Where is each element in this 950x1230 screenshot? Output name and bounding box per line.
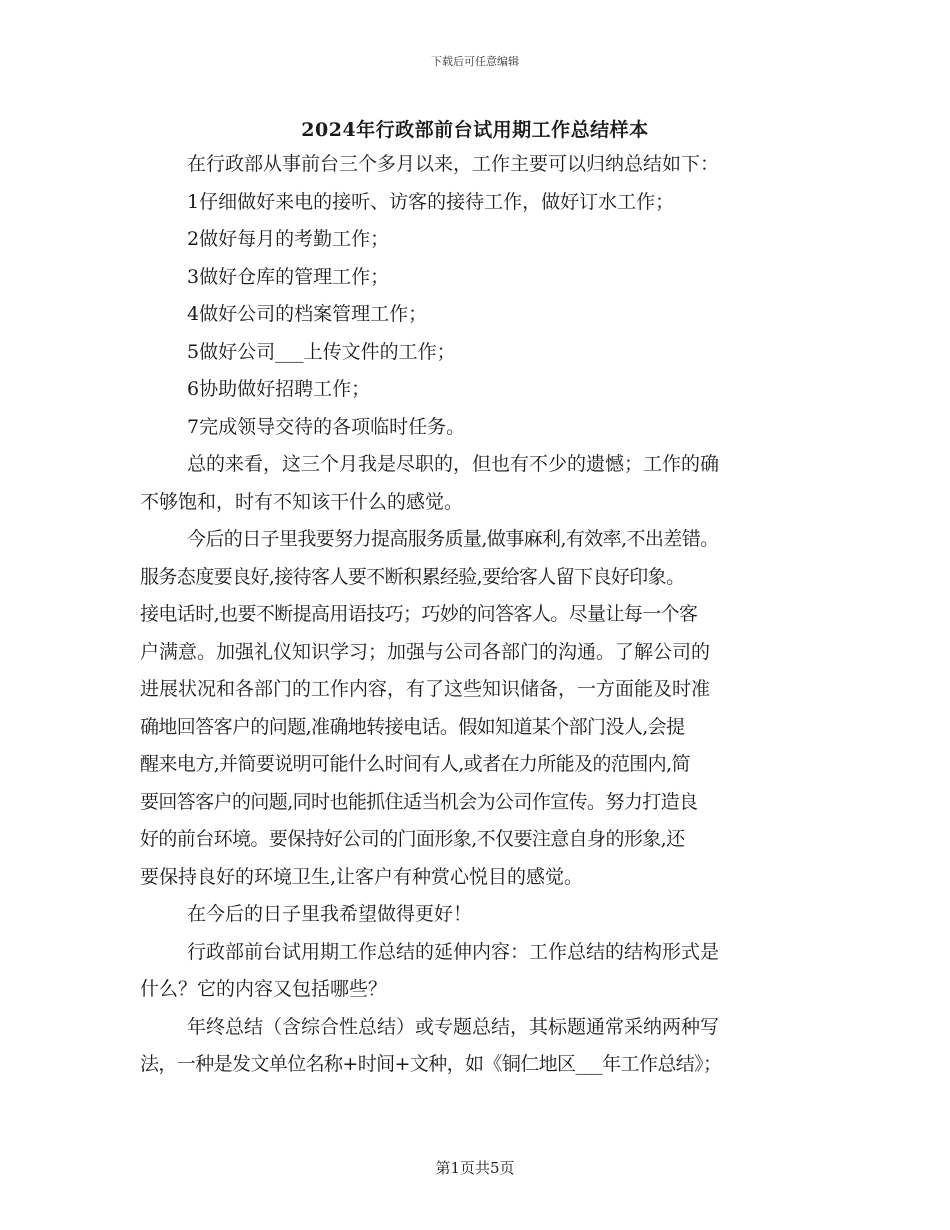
- text-line: 法，一种是发文单位名称+时间+文种，如《铜仁地区___年工作总结》；: [140, 1053, 722, 1075]
- text-line: 2做好每月的考勤工作；: [187, 228, 390, 250]
- text-line: 要回答客户的问题,同时也能抓住适当机会为公司作宣传。努力打造良: [140, 790, 698, 813]
- text-line: 进展状况和各部门的工作内容，有了这些知识储备，一方面能及时准: [140, 678, 711, 700]
- text-line: 4做好公司的档案管理工作；: [187, 303, 428, 325]
- text-line: 行政部前台试用期工作总结的延伸内容：工作总结的结构形式是: [187, 940, 720, 963]
- text-line: 在行政部从事前台三个多月以来，工作主要可以归纳总结如下：: [187, 153, 720, 175]
- document-body: [140, 146, 830, 1084]
- text-line: 7完成领导交待的各项临时任务。: [187, 415, 466, 438]
- text-line: 好的前台环境。要保持好公司的门面形象,不仅要注意自身的形象,还: [140, 828, 685, 850]
- text-line: 确地回答客户的问题,准确地转接电话。假如知道某个部门没人,会提: [140, 715, 685, 738]
- text-line: 6协助做好招聘工作；: [187, 378, 371, 400]
- text-line: 要保持良好的环境卫生,让客户有种赏心悦目的感觉。: [140, 865, 584, 888]
- document-title: 2024年行政部前台试用期工作总结样本: [301, 119, 649, 141]
- text-line: 总的来看，这三个月我是尽职的，但也有不少的遗憾；工作的确: [187, 453, 720, 475]
- text-line: 5做好公司___上传文件的工作；: [187, 340, 456, 363]
- text-line: 什么？它的内容又包括哪些？: [140, 978, 388, 1000]
- text-line: 接电话时,也要不断提高用语技巧；巧妙的问答客人。尽量让每一个客: [140, 603, 698, 625]
- text-line: 今后的日子里我要努力提高服务质量,做事麻利,有效率,不出差错。: [187, 528, 719, 550]
- text-line: 年终总结（含综合性总结）或专题总结，其标题通常采纳两种写: [187, 1015, 720, 1038]
- text-line: 3做好仓库的管理工作；: [187, 265, 390, 288]
- text-line: 户满意。加强礼仪知识学习；加强与公司各部门的沟通。了解公司的: [140, 640, 711, 663]
- text-line: 在今后的日子里我希望做得更好！: [187, 903, 473, 925]
- page-number: 第1页共5页: [435, 1159, 515, 1177]
- text-line: 醒来电方,并简要说明可能什么时间有人,或者在力所能及的范围内,简: [140, 753, 690, 775]
- header-note: 下载后可任意编辑: [431, 55, 519, 68]
- text-line: 不够饱和，时有不知该干什么的感觉。: [140, 490, 464, 513]
- text-line: 服务态度要良好,接待客人要不断积累经验,要给客人留下良好印象。: [140, 565, 685, 588]
- text-line: 1仔细做好来电的接听、访客的接待工作，做好订水工作；: [187, 190, 675, 213]
